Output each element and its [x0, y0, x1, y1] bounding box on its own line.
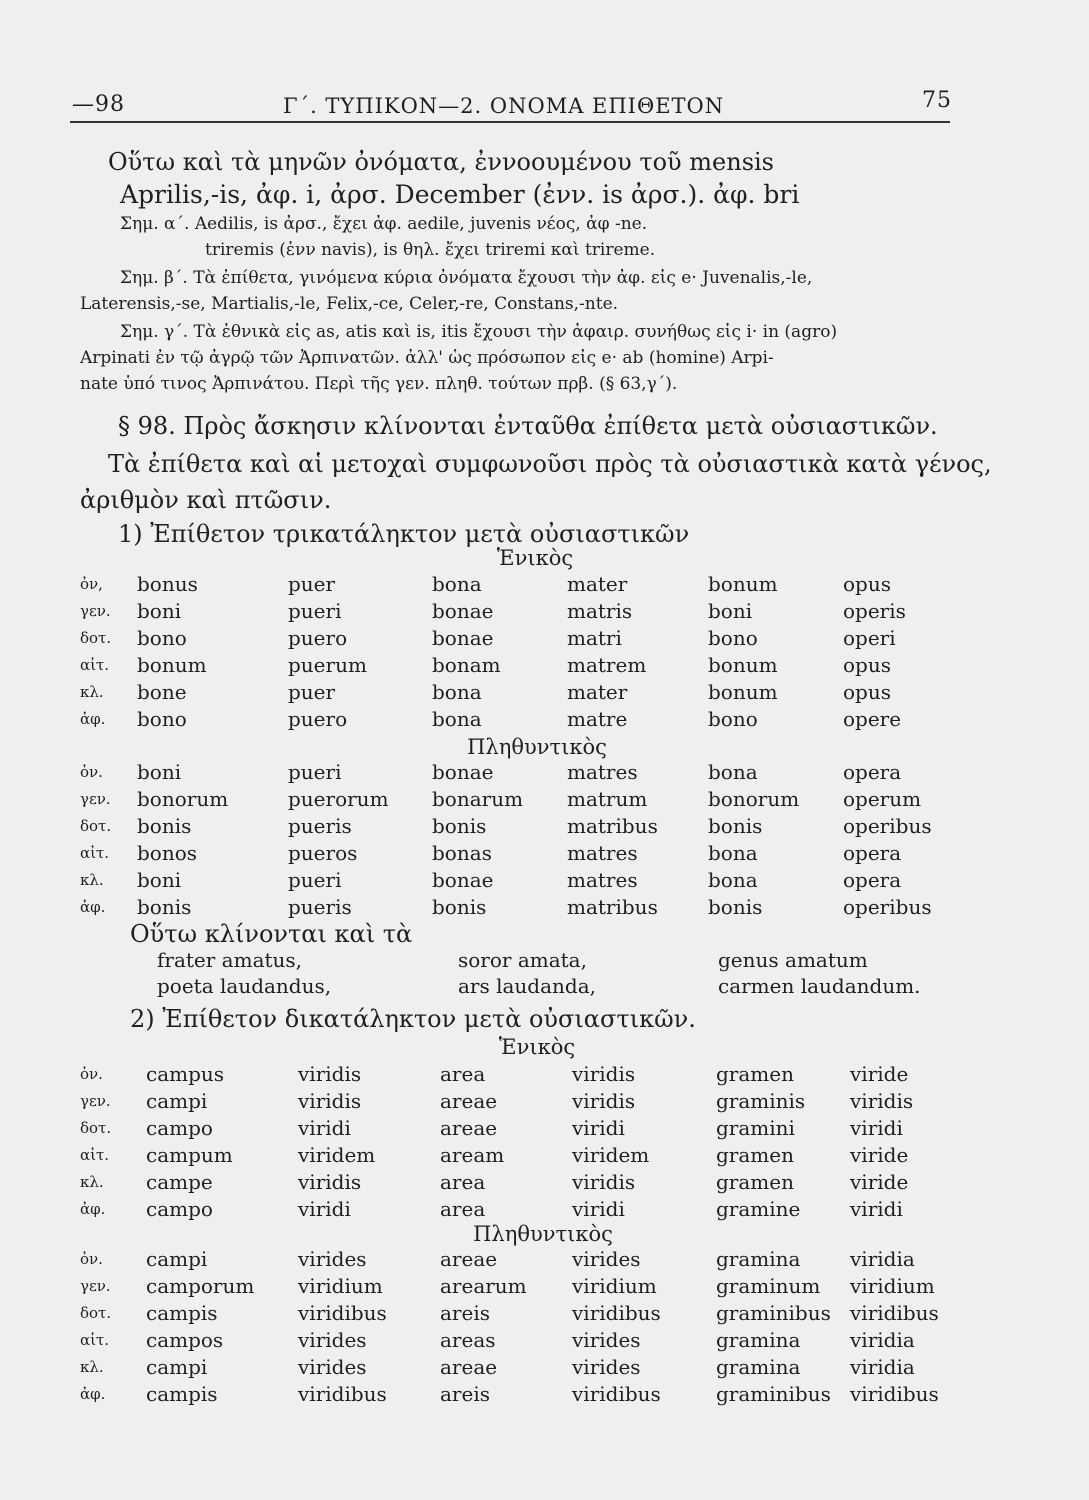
- table-cell: opera: [843, 868, 902, 892]
- table-cell: viridi: [572, 1197, 625, 1221]
- table-cell: campus: [146, 1062, 225, 1086]
- table-cell: camporum: [146, 1274, 255, 1298]
- case-label: ὀν.: [80, 763, 103, 781]
- table-cell: virides: [298, 1247, 367, 1271]
- table-cell: bonas: [432, 841, 492, 865]
- table-cell: virides: [572, 1328, 641, 1352]
- table-cell: puer: [288, 572, 336, 596]
- case-label: αἰτ.: [80, 1331, 110, 1349]
- table-cell: boni: [137, 868, 182, 892]
- table-cell: pueri: [288, 868, 342, 892]
- table-cell: gramina: [716, 1328, 801, 1352]
- table-cell: viridi: [298, 1116, 351, 1140]
- table-cell: bona: [432, 572, 482, 596]
- table-cell: bonae: [432, 760, 494, 784]
- table-cell: virides: [572, 1355, 641, 1379]
- table-cell: opus: [843, 572, 891, 596]
- section-paragraph-2: ἀριθμὸν καὶ πτῶσιν.: [80, 486, 332, 514]
- table-cell: puerorum: [288, 787, 389, 811]
- table-cell: campe: [146, 1170, 213, 1194]
- intro-line-1: Οὕτω καὶ τὰ μηνῶν ὀνόματα, ἐννοουμένου τοῦ mensis: [108, 148, 774, 176]
- case-label: δοτ.: [80, 1304, 112, 1322]
- case-label: ἀφ.: [80, 898, 106, 916]
- table-cell: matri: [567, 626, 622, 650]
- table-cell: bonae: [432, 599, 494, 623]
- table-cell: viridium: [572, 1274, 657, 1298]
- table-cell: puer: [288, 680, 336, 704]
- table-cell: puerum: [288, 653, 367, 677]
- singular-heading-2: Ἑνικὸς: [498, 1035, 576, 1059]
- table-cell: viride: [850, 1062, 909, 1086]
- table-cell: viridi: [298, 1197, 351, 1221]
- table-cell: gramina: [716, 1247, 801, 1271]
- table-cell: viridem: [298, 1143, 376, 1167]
- table-cell: bonum: [708, 680, 778, 704]
- note-a-line-2: triremis (ἐνν navis), is θηλ. ἔχει triremi καὶ trireme.: [205, 240, 656, 260]
- also-declined-line: Οὕτω κλίνονται καὶ τὰ: [130, 920, 413, 948]
- table-cell: campos: [146, 1328, 224, 1352]
- table-cell: bonum: [708, 572, 778, 596]
- table-cell: opera: [843, 841, 902, 865]
- table-cell: viridibus: [572, 1301, 661, 1325]
- note-a-line-1: Σημ. α΄. Aedilis, is ἀρσ., ἔχει ἀφ. aedile, juvenis νέος, ἀφ -ne.: [120, 214, 648, 234]
- table-cell: graminibus: [716, 1301, 831, 1325]
- case-label: ἀφ.: [80, 1385, 106, 1403]
- table-cell: matrem: [567, 653, 647, 677]
- table-cell: arearum: [440, 1274, 527, 1298]
- table-cell: area: [440, 1197, 486, 1221]
- table-cell: bona: [432, 707, 482, 731]
- table-cell: viridem: [572, 1143, 650, 1167]
- note-b-line-1: Σημ. β΄. Τὰ ἐπίθετα, γινόμενα κύρια ὀνόματα ἔχουσι τὴν ἀφ. εἰς e· Juvenalis,-le,: [120, 268, 813, 288]
- table-cell: virides: [572, 1247, 641, 1271]
- table-cell: viridis: [850, 1089, 914, 1113]
- table-cell: viridibus: [298, 1382, 387, 1406]
- table-cell: viridia: [850, 1355, 915, 1379]
- note-c-line-3: nate ὑπό τινος Ἀρπινάτου. Περὶ τῆς γεν. πληθ. τούτων πρβ. (§ 63,γ΄).: [80, 374, 678, 394]
- header-left-number: —98: [72, 92, 125, 117]
- table-cell: gramen: [716, 1170, 794, 1194]
- table-cell: bone: [137, 680, 187, 704]
- header-title: Γ΄. ΤΥΠΙΚΟΝ—2. ΟΝΟΜΑ ΕΠΙΘΕΤΟΝ: [283, 94, 725, 118]
- case-label: δοτ.: [80, 629, 112, 647]
- note-b-line-2: Laterensis,-se, Martialis,-le, Felix,-ce, Celer,-re, Constans,-nte.: [80, 294, 619, 314]
- table-cell: bonos: [137, 841, 198, 865]
- table-cell: viridia: [850, 1247, 915, 1271]
- table-cell: puero: [288, 626, 348, 650]
- section-paragraph-1: Τὰ ἐπίθετα καὶ αἱ μετοχαὶ συμφωνοῦσι πρὸς τὰ οὐσιαστικὰ κατὰ γένος,: [108, 450, 992, 478]
- table-cell: bonorum: [708, 787, 800, 811]
- table-cell: campum: [146, 1143, 233, 1167]
- table-cell: viridibus: [298, 1301, 387, 1325]
- table-cell: bona: [708, 760, 758, 784]
- case-label: ἀφ.: [80, 1200, 106, 1218]
- heading-biterminal: 2) Ἐπίθετον δικατάληκτον μετὰ οὐσιαστικῶν.: [130, 1005, 696, 1033]
- case-label: αἰτ.: [80, 844, 110, 862]
- table-cell: matribus: [567, 814, 658, 838]
- table-cell: bona: [708, 841, 758, 865]
- case-label: κλ.: [80, 1173, 104, 1191]
- table-cell: matribus: [567, 895, 658, 919]
- also-item-6: carmen laudandum.: [718, 974, 921, 998]
- table-cell: graminis: [716, 1089, 806, 1113]
- case-label: κλ.: [80, 683, 104, 701]
- table-cell: bonis: [708, 814, 763, 838]
- table-cell: matrum: [567, 787, 648, 811]
- table-cell: bonam: [432, 653, 501, 677]
- case-label: αἰτ.: [80, 656, 110, 674]
- table-cell: pueris: [288, 814, 352, 838]
- table-cell: viridi: [850, 1116, 903, 1140]
- also-item-1: frater amatus,: [157, 948, 303, 972]
- table-cell: viridi: [850, 1197, 903, 1221]
- table-cell: areae: [440, 1355, 498, 1379]
- table-cell: viridis: [298, 1089, 362, 1113]
- table-cell: campi: [146, 1355, 208, 1379]
- plural-heading-1: Πληθυντικὸς: [467, 735, 607, 759]
- table-cell: areae: [440, 1089, 498, 1113]
- heading-triterminal: 1) Ἐπίθετον τρικατάληκτον μετὰ οὐσιαστικῶν: [118, 520, 690, 548]
- case-label: γεν.: [80, 790, 111, 808]
- case-label: ἀφ.: [80, 710, 106, 728]
- table-cell: boni: [137, 599, 182, 623]
- table-cell: bonis: [432, 895, 487, 919]
- table-cell: mater: [567, 680, 628, 704]
- table-cell: bonarum: [432, 787, 524, 811]
- case-label: ὀν.: [80, 1065, 103, 1083]
- table-cell: areis: [440, 1301, 490, 1325]
- table-cell: operis: [843, 599, 906, 623]
- case-label: ὀν.: [80, 1250, 103, 1268]
- also-item-4: poeta laudandus,: [157, 974, 332, 998]
- table-cell: aream: [440, 1143, 505, 1167]
- table-cell: bonum: [137, 653, 207, 677]
- table-cell: gramina: [716, 1355, 801, 1379]
- table-cell: boni: [708, 599, 753, 623]
- table-cell: operibus: [843, 814, 932, 838]
- table-cell: gramen: [716, 1062, 794, 1086]
- case-label: κλ.: [80, 1358, 104, 1376]
- table-cell: pueros: [288, 841, 358, 865]
- table-cell: pueri: [288, 760, 342, 784]
- section-title: § 98. Πρὸς ἄσκησιν κλίνονται ἐνταῦθα ἐπίθετα μετὰ οὐσιαστικῶν.: [118, 412, 938, 440]
- table-cell: graminum: [716, 1274, 821, 1298]
- table-cell: viride: [850, 1143, 909, 1167]
- table-cell: viridibus: [850, 1382, 939, 1406]
- table-cell: opus: [843, 680, 891, 704]
- case-label: γεν.: [80, 1092, 111, 1110]
- table-cell: areas: [440, 1328, 496, 1352]
- intro-line-2: Aprilis,-is, ἀφ. i, ἀρσ. December (ἐνν. is ἀρσ.). ἀφ. bri: [120, 180, 800, 209]
- case-label: δοτ.: [80, 817, 112, 835]
- table-cell: campi: [146, 1089, 208, 1113]
- table-cell: opera: [843, 760, 902, 784]
- table-cell: areis: [440, 1382, 490, 1406]
- table-cell: puero: [288, 707, 348, 731]
- table-cell: bonis: [137, 895, 192, 919]
- table-cell: viridia: [850, 1328, 915, 1352]
- table-cell: gramen: [716, 1143, 794, 1167]
- also-item-5: ars laudanda,: [458, 974, 596, 998]
- table-cell: bono: [708, 707, 758, 731]
- page-number: 75: [922, 88, 952, 113]
- table-cell: matres: [567, 841, 638, 865]
- table-cell: bono: [708, 626, 758, 650]
- table-cell: viride: [850, 1170, 909, 1194]
- table-cell: viridi: [572, 1116, 625, 1140]
- table-cell: bono: [137, 626, 187, 650]
- table-cell: bono: [137, 707, 187, 731]
- table-cell: campis: [146, 1301, 218, 1325]
- table-cell: pueri: [288, 599, 342, 623]
- table-cell: viridis: [572, 1089, 636, 1113]
- table-cell: viridis: [298, 1062, 362, 1086]
- table-cell: viridibus: [850, 1301, 939, 1325]
- also-item-2: soror amata,: [458, 948, 587, 972]
- table-cell: viridis: [572, 1170, 636, 1194]
- table-cell: virides: [298, 1328, 367, 1352]
- note-c-line-1: Σημ. γ΄. Τὰ ἐθνικὰ εἰς as, atis καὶ is, itis ἔχουσι τὴν ἀφαιρ. συνήθως εἰς i· in (agro): [120, 322, 838, 342]
- table-cell: area: [440, 1062, 486, 1086]
- table-cell: viridium: [298, 1274, 383, 1298]
- table-cell: campo: [146, 1116, 213, 1140]
- table-cell: bona: [432, 680, 482, 704]
- plural-heading-2: Πληθυντικὸς: [473, 1222, 613, 1246]
- table-cell: campo: [146, 1197, 213, 1221]
- case-label: κλ.: [80, 871, 104, 889]
- singular-heading-1: Ἑνικὸς: [496, 546, 574, 570]
- table-cell: bonae: [432, 868, 494, 892]
- case-label: ὀν,: [80, 575, 103, 593]
- table-cell: boni: [137, 760, 182, 784]
- case-label: γεν.: [80, 602, 111, 620]
- table-cell: bonorum: [137, 787, 229, 811]
- table-cell: viridibus: [572, 1382, 661, 1406]
- case-label: δοτ.: [80, 1119, 112, 1137]
- table-cell: graminibus: [716, 1382, 831, 1406]
- table-cell: areae: [440, 1116, 498, 1140]
- table-cell: bonus: [137, 572, 198, 596]
- table-cell: matres: [567, 868, 638, 892]
- case-label: αἰτ.: [80, 1146, 110, 1164]
- table-cell: gramini: [716, 1116, 795, 1140]
- table-cell: mater: [567, 572, 628, 596]
- table-cell: viridis: [298, 1170, 362, 1194]
- table-cell: pueris: [288, 895, 352, 919]
- table-cell: areae: [440, 1247, 498, 1271]
- table-cell: bonae: [432, 626, 494, 650]
- table-cell: viridis: [572, 1062, 636, 1086]
- table-cell: bonis: [432, 814, 487, 838]
- table-cell: operibus: [843, 895, 932, 919]
- table-cell: matre: [567, 707, 628, 731]
- table-cell: bonis: [137, 814, 192, 838]
- table-cell: bonis: [708, 895, 763, 919]
- also-item-3: genus amatum: [718, 948, 868, 972]
- note-c-line-2: Arpinati ἐν τῷ ἀγρῷ τῶν Ἀρπινατῶν. ἀλλ' ὡς πρόσωπον εἰς e· ab (homine) Arpi-: [80, 348, 774, 368]
- table-cell: matres: [567, 760, 638, 784]
- case-label: γεν.: [80, 1277, 111, 1295]
- table-cell: matris: [567, 599, 633, 623]
- table-cell: campi: [146, 1247, 208, 1271]
- table-cell: opere: [843, 707, 902, 731]
- table-cell: operum: [843, 787, 922, 811]
- table-cell: bona: [708, 868, 758, 892]
- table-cell: area: [440, 1170, 486, 1194]
- table-cell: opus: [843, 653, 891, 677]
- table-cell: virides: [298, 1355, 367, 1379]
- table-cell: gramine: [716, 1197, 801, 1221]
- table-cell: campis: [146, 1382, 218, 1406]
- header-rule: [70, 121, 950, 123]
- table-cell: viridium: [850, 1274, 935, 1298]
- table-cell: operi: [843, 626, 896, 650]
- table-cell: bonum: [708, 653, 778, 677]
